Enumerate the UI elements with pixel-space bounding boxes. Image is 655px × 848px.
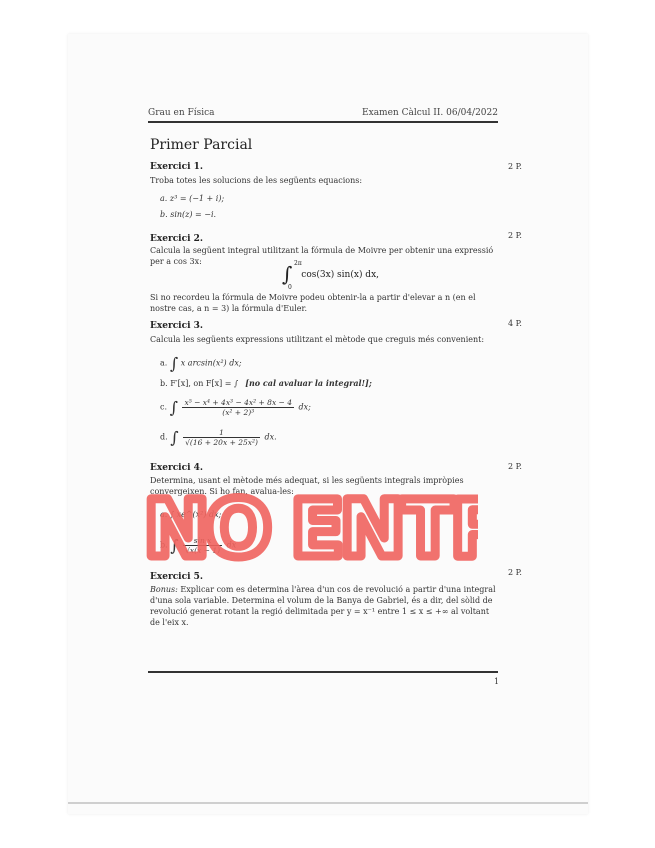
exercise-1-item-a: a. z³ = (−1 + i); xyxy=(160,194,225,203)
footer-rule xyxy=(148,671,498,673)
exercise-1-title: Exercici 1. xyxy=(150,162,204,172)
exercise-2-title: Exercici 2. xyxy=(150,234,204,244)
exercise-5-title: Exercici 5. xyxy=(150,572,204,582)
exercise-2-formula xyxy=(282,260,380,291)
no-entra-stamp xyxy=(138,478,478,578)
exercise-3-item-a: a. ∫ x arcsin(x²) dx; xyxy=(160,354,242,373)
lower-limit: 0 xyxy=(288,284,292,291)
exercise-5-statement: Bonus: Explicar com es determina l'àrea d'un cos de revolució a partir d'una integral d'una sola variable. Determina el volum de la Banya de Gabriel, és a dir, del sòlid de revolució generat rotant la regió delimitada per y = x⁻¹ entre 1 ≤ x ≤ +∞ al voltant de l'eix x. xyxy=(150,585,496,627)
upper-limit: 2π xyxy=(294,260,302,267)
section-title: Primer Parcial xyxy=(150,137,253,153)
scan-edge xyxy=(68,802,588,804)
formula-body: cos(3x) sin(x) dx, xyxy=(301,269,380,280)
stamp-handwriting-icon xyxy=(138,478,478,578)
stamp-text: NO ENT xyxy=(144,485,451,575)
header-rule xyxy=(148,121,498,123)
exercise-1-points: 2 P. xyxy=(508,162,522,171)
exercise-3-statement: Calcula les següents expressions utilitzant el mètode que creguis més convenient: xyxy=(150,335,485,344)
exercise-3-item-c: c. ∫ $\frac{\text{x⁵ − x⁴ + 4x³ − 4x² + 8x − 4}}{\text{(x² + 2)³}}$ dx; xyxy=(160,398,311,417)
page-number: 1 xyxy=(494,677,500,686)
exercise-4-points: 2 P. xyxy=(508,462,522,471)
exercise-3-points: 4 P. xyxy=(508,319,522,328)
exercise-3-item-b: b. F′[x], on F[x] = ∫ [no cal avaluar la integral!]; xyxy=(160,378,372,388)
exercise-4-title: Exercici 4. xyxy=(150,463,204,473)
exercise-5-points: 2 P. xyxy=(508,568,522,577)
exercise-1-statement: Troba totes les solucions de les següents equacions: xyxy=(150,176,363,185)
exercise-4-item-b: b. ∫ $\frac{\text{sin x}}{√x(x - 1)}$ dx xyxy=(160,536,237,555)
exercise-4-item-a: a. ∫ xe^(x²) dx; xyxy=(160,510,222,519)
integral-sign: ∫ xyxy=(282,262,293,286)
exercise-4-statement: Determina, usant el mètode més adequat, si les següents integrals impròpies convergeixen. Si ho fan, avalua-les: xyxy=(150,476,464,496)
exercise-2-statement: Calcula la següent integral utilitzant la fórmula de Moivre per obtenir una expressió per a cos 3x: xyxy=(150,246,494,266)
exercise-2-note: Si no recordeu la fórmula de Moivre podeu obtenir-la a partir d'elevar a n (en el nostre cas, a n = 3) la fórmula d'Euler. xyxy=(150,293,476,313)
header-exam-date: Examen Càlcul II. 06/04/2022 xyxy=(362,108,498,118)
header-course: Grau en Física xyxy=(148,108,215,118)
exercise-3-item-d: d. ∫ $\frac{1}{\text{√(16 + 20x + 25x²)}}$ dx. xyxy=(160,428,277,447)
exercise-2-points: 2 P. xyxy=(508,231,522,240)
exercise-1-item-b: b. sin(z) = −i. xyxy=(160,210,217,219)
exam-page xyxy=(68,34,588,814)
exercise-3-title: Exercici 3. xyxy=(150,321,204,331)
